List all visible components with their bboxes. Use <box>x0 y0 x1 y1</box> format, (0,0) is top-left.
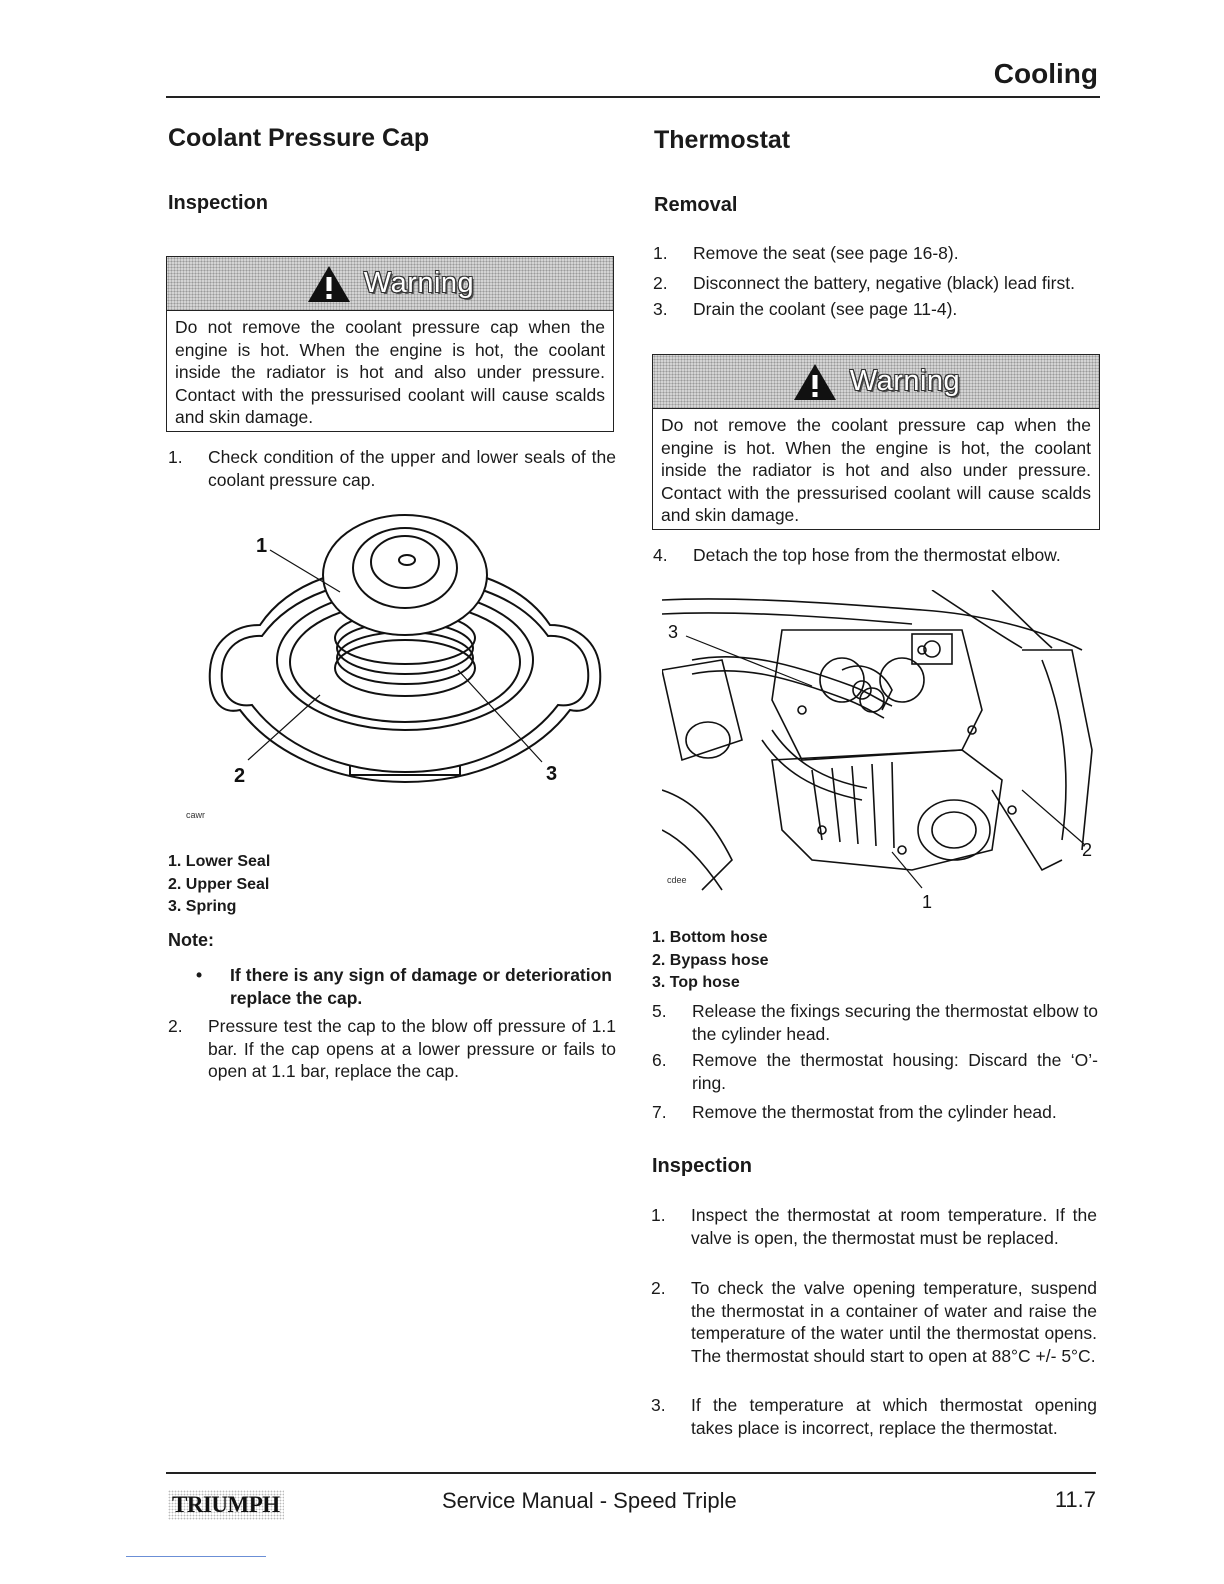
section-title-thermostat: Thermostat <box>654 126 791 154</box>
step-number: 6. <box>652 1050 667 1070</box>
callout-2-engine: 2 <box>1082 840 1093 860</box>
legend-item: 3. Top hose <box>652 974 740 991</box>
step-text: Inspect the thermostat at room temperature. If the valve is open, the thermostat must be replaced. <box>691 1205 1097 1248</box>
triumph-logo: TRIUMPH <box>168 1490 284 1520</box>
step-number: 1. <box>651 1205 666 1225</box>
step-number: 7. <box>652 1102 667 1122</box>
warning-box-left <box>166 256 614 432</box>
subhead-inspection-right: Inspection <box>652 1155 753 1177</box>
step-text: Remove the thermostat from the cylinder head. <box>692 1102 1057 1122</box>
legend-item: 1. Bottom hose <box>652 929 768 946</box>
warning-banner <box>167 257 613 311</box>
callout-2-cap: 2 <box>234 765 246 787</box>
warning-text: Do not remove the coolant pressure cap when the engine is hot. When the engine is hot, the coolant inside the radiator is hot and also under pressure. Contact with the pressurised coolant will cause scalds and skin damage. <box>175 317 605 427</box>
step-text: If the temperature at which thermostat opening takes place is incorrect, replace the thermostat. <box>691 1395 1097 1438</box>
legend-item: 1. Lower Seal <box>168 853 271 870</box>
step-text: Remove the thermostat housing: Discard the ‘O’-ring. <box>692 1050 1098 1093</box>
chapter-title: Cooling <box>993 58 1098 89</box>
subhead-inspection-left: Inspection <box>168 192 269 214</box>
step-text: Pressure test the cap to the blow off pressure of 1.1 bar. If the cap opens at a lower pressure or fails to open at 1.1 bar, replace the cap. <box>208 1016 616 1081</box>
bottom-divider <box>126 1556 266 1557</box>
legend-item: 2. Bypass hose <box>652 951 769 969</box>
callout-3-engine: 3 <box>668 622 679 642</box>
legend-engine <box>652 927 769 995</box>
step-text: Release the fixings securing the thermostat elbow to the cylinder head. <box>692 1001 1098 1044</box>
step-number: 3. <box>651 1395 666 1415</box>
step-text: Remove the seat (see page 16-8). <box>693 243 959 263</box>
step-check-seals <box>168 446 616 491</box>
legend-cap <box>168 851 270 919</box>
step-number: 2. <box>653 273 668 293</box>
callout-1-engine: 1 <box>922 892 933 912</box>
inspection-step <box>651 1277 1097 1367</box>
step-number: 3. <box>653 299 668 319</box>
pressure-cap-illustration <box>200 510 610 810</box>
subhead-removal: Removal <box>654 194 738 216</box>
step-detach-hose <box>653 544 1101 567</box>
warning-triangle-icon <box>306 264 352 304</box>
figure-code-cap: cawr <box>186 810 206 820</box>
step-pressure-test <box>168 1015 616 1083</box>
header-rule <box>166 96 1100 98</box>
warning-triangle-icon <box>792 362 838 402</box>
removal-step <box>653 298 1101 321</box>
step-remove-thermostat <box>652 1101 1098 1124</box>
section-title-pressure-cap: Coolant Pressure Cap <box>168 124 430 152</box>
warning-box-right <box>652 354 1100 530</box>
page-number: 11.7 <box>1054 1487 1096 1512</box>
note-text: If there is any sign of damage or deterioration replace the cap. <box>230 965 612 1008</box>
inspection-step <box>651 1204 1097 1249</box>
step-number: 5. <box>652 1001 667 1021</box>
callout-3-cap: 3 <box>546 763 558 785</box>
step-number: 2. <box>651 1278 666 1298</box>
step-text: Detach the top hose from the thermostat elbow. <box>693 545 1061 565</box>
warning-label: Warning <box>849 365 961 397</box>
step-remove-housing <box>652 1049 1098 1094</box>
inspection-step <box>651 1394 1097 1439</box>
warning-label: Warning <box>363 267 475 299</box>
step-text: Check condition of the upper and lower seals of the coolant pressure cap. <box>208 447 616 490</box>
figure-code-engine: cdee <box>667 875 687 885</box>
callout-1-cap: 1 <box>256 535 268 557</box>
removal-step <box>653 242 1101 265</box>
step-number: 2. <box>168 1016 183 1036</box>
step-number: 1. <box>168 447 183 467</box>
legend-item: 2. Upper Seal <box>168 875 270 893</box>
step-number: 4. <box>653 545 668 565</box>
warning-text: Do not remove the coolant pressure cap when the engine is hot. When the engine is hot, the coolant inside the radiator is hot and also under pressure. Contact with the pressurised coolant will cause scalds and skin damage. <box>661 415 1091 525</box>
footer-manual-title: Service Manual - Speed Triple <box>442 1488 737 1513</box>
note-label: Note: <box>168 930 214 950</box>
step-release-fixings <box>652 1000 1098 1045</box>
footer-rule <box>166 1472 1096 1474</box>
step-text: To check the valve opening temperature, suspend the thermostat in a container of water and raise the temperature of the water until the thermostat opens. The thermostat should start to open at 88°C +/- 5°C. <box>691 1278 1097 1366</box>
removal-step <box>653 272 1101 295</box>
step-text: Disconnect the battery, negative (black) lead first. <box>693 273 1075 293</box>
step-text: Drain the coolant (see page 11-4). <box>693 299 958 319</box>
warning-banner <box>653 355 1099 409</box>
bullet-dot: • <box>196 965 203 985</box>
thermostat-engine-illustration <box>662 590 1102 920</box>
legend-item: 3. Spring <box>168 898 237 915</box>
note-bullet <box>168 964 612 1009</box>
step-number: 1. <box>653 243 668 263</box>
